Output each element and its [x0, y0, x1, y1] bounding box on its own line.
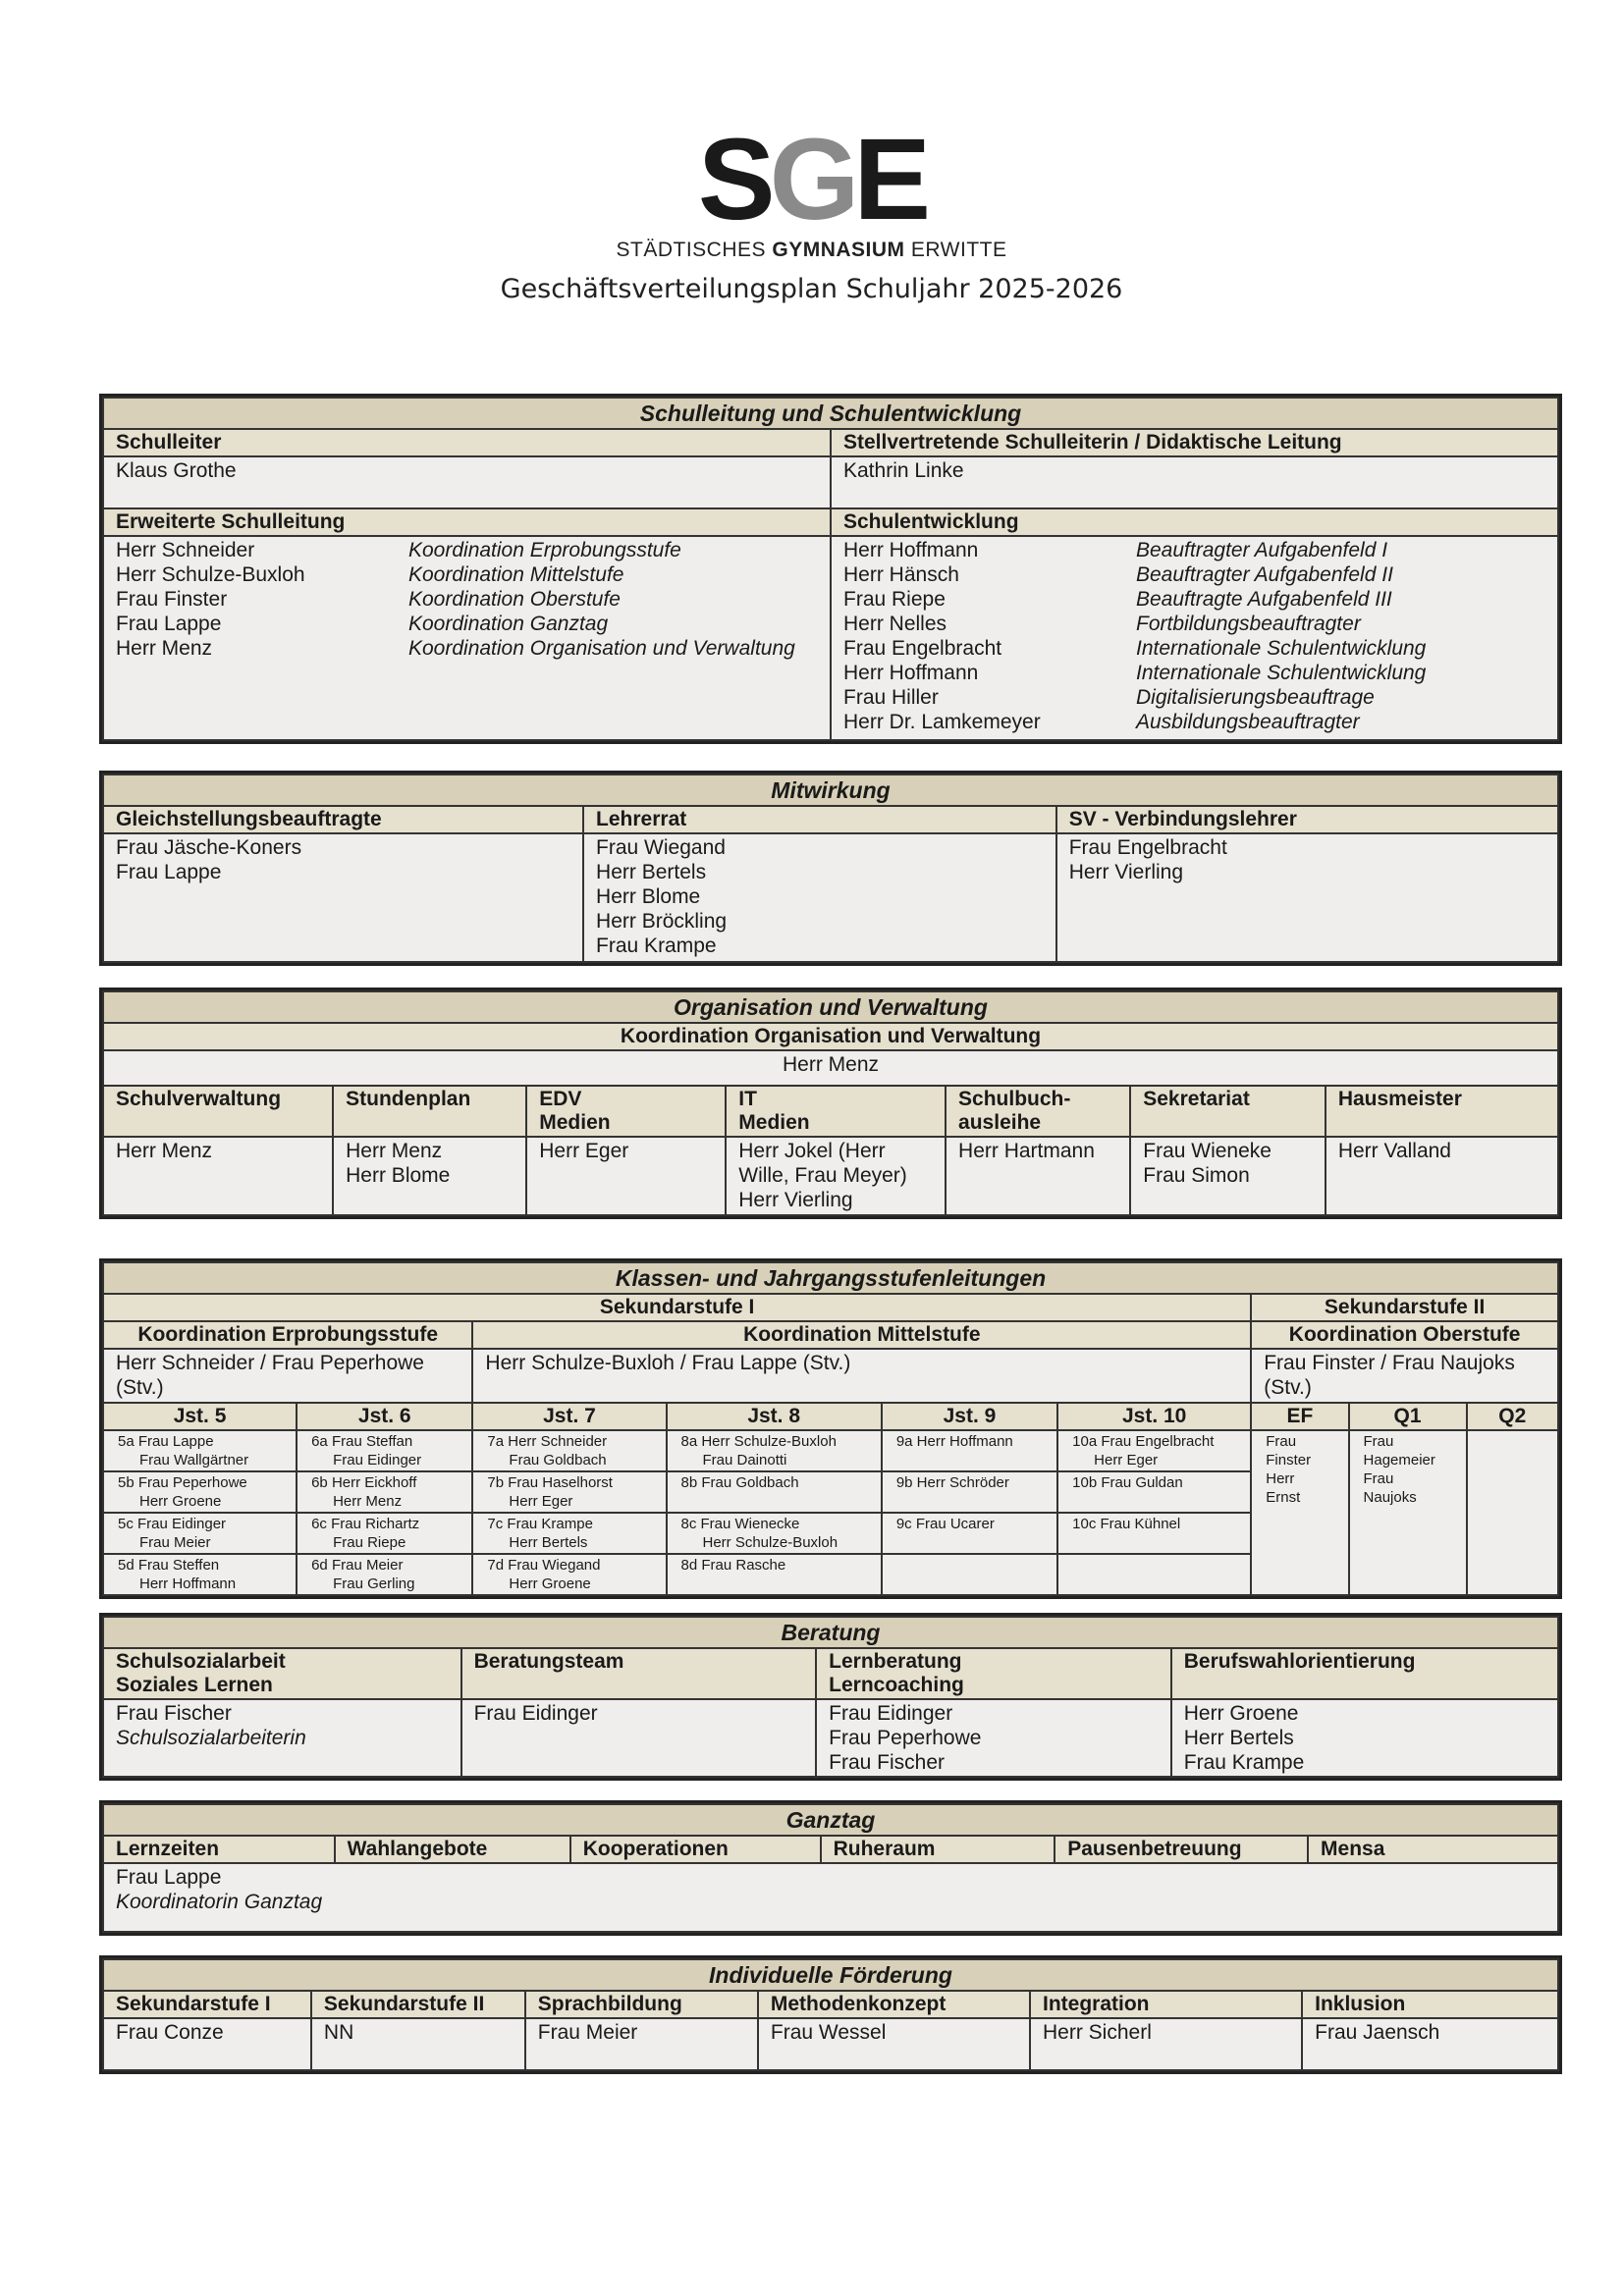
- erweitert-header: Erweiterte Schulleitung: [103, 508, 831, 536]
- sek2-header: Sekundarstufe II: [1251, 1294, 1558, 1321]
- schulleiter-header: Schulleiter: [103, 429, 831, 456]
- class-cell: 10b Frau Guldan: [1057, 1471, 1251, 1513]
- section-title: Organisation und Verwaltung: [103, 991, 1558, 1023]
- school-logo: [0, 115, 1623, 244]
- schulbuch-names: Herr Hartmann: [946, 1137, 1130, 1215]
- schulverwaltung-names: Herr Menz: [103, 1137, 333, 1215]
- ganztag-header: Ruheraum: [821, 1836, 1055, 1863]
- koord-erp-names: Herr Schneider / Frau Peperhowe (Stv.): [103, 1349, 472, 1403]
- ef-names: Frau Finster Herr Ernst: [1251, 1430, 1348, 1595]
- class-cell: 6c Frau Richartz Frau Riepe: [297, 1513, 472, 1554]
- list-item: Frau Lappe Koordination Ganztag: [116, 613, 609, 635]
- ganztag-header: Lernzeiten: [103, 1836, 335, 1863]
- class-cell: [1057, 1554, 1251, 1595]
- section-mitwirkung: [99, 771, 1562, 966]
- section-ganztag: [99, 1800, 1562, 1936]
- class-cell: 8b Frau Goldbach: [667, 1471, 882, 1513]
- beratungsteam-names: Frau Eidinger: [461, 1699, 817, 1777]
- lernberatung-names: Frau Eidinger Frau Peperhowe Frau Fischer: [816, 1699, 1171, 1777]
- section-title: Ganztag: [103, 1804, 1558, 1836]
- section-foerderung: [99, 1955, 1562, 2074]
- class-cell: 9b Herr Schröder: [882, 1471, 1057, 1513]
- lernberatung-header: Lernberatung Lerncoaching: [816, 1648, 1171, 1699]
- jst-header: Jst. 5: [103, 1403, 297, 1430]
- sek1-header: Sekundarstufe I: [103, 1294, 1251, 1321]
- class-cell: 5c Frau Eidinger Frau Meier: [103, 1513, 297, 1554]
- class-cell: 5d Frau Steffen Herr Hoffmann: [103, 1554, 297, 1595]
- jst-header: Jst. 10: [1057, 1403, 1251, 1430]
- section-title: Klassen- und Jahrgangsstufenleitungen: [103, 1262, 1558, 1294]
- class-cell: 6b Herr Eickhoff Herr Menz: [297, 1471, 472, 1513]
- koord-org-header: Koordination Organisation und Verwaltung: [103, 1023, 1558, 1050]
- berufswahl-names: Herr Groene Herr Bertels Frau Krampe: [1171, 1699, 1558, 1777]
- jst-header: Q1: [1349, 1403, 1467, 1430]
- beratungsteam-header: Beratungsteam: [461, 1648, 817, 1699]
- foerderung-name: Herr Sicherl: [1030, 2018, 1302, 2070]
- berufswahl-header: Berufswahlorientierung: [1171, 1648, 1558, 1699]
- col-header-schulverwaltung: Schulverwaltung: [103, 1086, 333, 1137]
- list-item: Herr Hoffmann Internationale Schulentwicklung: [843, 662, 1427, 684]
- class-cell: 7d Frau Wiegand Herr Groene: [472, 1554, 666, 1595]
- section-title: Schulleitung und Schulentwicklung: [103, 398, 1558, 429]
- list-item: Herr Schneider Koordination Erprobungsstufe: [116, 539, 681, 561]
- koord-mit-header: Koordination Mittelstufe: [472, 1321, 1251, 1349]
- col-header-it: IT Medien: [726, 1086, 946, 1137]
- class-cell: 7b Frau Haselhorst Herr Eger: [472, 1471, 666, 1513]
- foerderung-name: Frau Wessel: [758, 2018, 1030, 2070]
- foerderung-name: Frau Jaensch: [1302, 2018, 1558, 2070]
- class-cell: [882, 1554, 1057, 1595]
- col-header-hausmeister: Hausmeister: [1325, 1086, 1558, 1137]
- class-cell: 8c Frau Wienecke Herr Schulze-Buxloh: [667, 1513, 882, 1554]
- foerderung-header: Methodenkonzept: [758, 1991, 1030, 2018]
- foerderung-name: Frau Conze: [103, 2018, 311, 2070]
- list-item: Herr Schulze-Buxloh Koordination Mittelstufe: [116, 563, 624, 586]
- class-cell: 8d Frau Rasche: [667, 1554, 882, 1595]
- foerderung-header: Inklusion: [1302, 1991, 1558, 2018]
- ganztag-coordinator: Frau Lappe Koordinatorin Ganztag: [103, 1863, 1558, 1932]
- list-item: Herr Menz Koordination Organisation und Verwaltung: [116, 637, 795, 660]
- schulsozialarbeit-names: Frau Fischer Schulsozialarbeiterin: [103, 1699, 461, 1777]
- section-title: Beratung: [103, 1617, 1558, 1648]
- list-item: Frau Engelbracht Internationale Schulentwicklung: [843, 637, 1427, 660]
- lehrerrat-header: Lehrerrat: [583, 806, 1056, 833]
- jst-header: Jst. 6: [297, 1403, 472, 1430]
- koord-mit-names: Herr Schulze-Buxloh / Frau Lappe (Stv.): [472, 1349, 1251, 1403]
- foerderung-header: Sekundarstufe II: [311, 1991, 525, 2018]
- hausmeister-names: Herr Valland: [1325, 1137, 1558, 1215]
- jst-header: EF: [1251, 1403, 1348, 1430]
- class-cell: 9a Herr Hoffmann: [882, 1430, 1057, 1471]
- entwicklung-header: Schulentwicklung: [831, 508, 1558, 536]
- foerderung-header: Integration: [1030, 1991, 1302, 2018]
- jst-header: Q2: [1467, 1403, 1558, 1430]
- foerderung-header: Sprachbildung: [525, 1991, 758, 2018]
- koord-ob-header: Koordination Oberstufe: [1251, 1321, 1558, 1349]
- entwicklung-list: [831, 536, 1558, 740]
- gleichstellung-list: Frau Jäsche-Koners Frau Lappe: [103, 833, 583, 962]
- section-title: Mitwirkung: [103, 774, 1558, 806]
- schulleiter-name: Klaus Grothe: [103, 456, 831, 508]
- class-cell: 5b Frau Peperhowe Herr Groene: [103, 1471, 297, 1513]
- list-item: Herr Hänsch Beauftragter Aufgabenfeld II: [843, 563, 1393, 586]
- foerderung-header: Sekundarstufe I: [103, 1991, 311, 2018]
- section-organisation: [99, 988, 1562, 1219]
- class-cell: 10c Frau Kühnel: [1057, 1513, 1251, 1554]
- class-cell: 7a Herr Schneider Frau Goldbach: [472, 1430, 666, 1471]
- col-header-schulbuch: Schulbuch- ausleihe: [946, 1086, 1130, 1137]
- foerderung-name: Frau Meier: [525, 2018, 758, 2070]
- col-header-edv: EDV Medien: [526, 1086, 726, 1137]
- sv-list: Frau Engelbracht Herr Vierling: [1056, 833, 1558, 962]
- stellv-name: Kathrin Linke: [831, 456, 1558, 508]
- class-cell: 6a Frau Steffan Frau Eidinger: [297, 1430, 472, 1471]
- koord-erp-header: Koordination Erprobungsstufe: [103, 1321, 472, 1349]
- schulsozialarbeit-header: Schulsozialarbeit Soziales Lernen: [103, 1648, 461, 1699]
- class-cell: 5a Frau Lappe Frau Wallgärtner: [103, 1430, 297, 1471]
- section-klassen: [99, 1258, 1562, 1599]
- class-cell: 10a Frau Engelbracht Herr Eger: [1057, 1430, 1251, 1471]
- section-title: Individuelle Förderung: [103, 1959, 1558, 1991]
- lehrerrat-list: Frau Wiegand Herr Bertels Herr Blome Herr Bröckling Frau Krampe: [583, 833, 1056, 962]
- q2-names: [1467, 1430, 1558, 1595]
- section-beratung: [99, 1613, 1562, 1781]
- erweitert-list: [103, 536, 831, 740]
- jst-header: Jst. 8: [667, 1403, 882, 1430]
- class-cell: 8a Herr Schulze-Buxloh Frau Dainotti: [667, 1430, 882, 1471]
- col-header-stundenplan: Stundenplan: [333, 1086, 526, 1137]
- school-name: STÄDTISCHES GYMNASIUM ERWITTE: [616, 239, 1007, 261]
- list-item: Frau Finster Koordination Oberstufe: [116, 588, 621, 611]
- section-schulleitung: [99, 394, 1562, 744]
- ganztag-header: Pausenbetreuung: [1055, 1836, 1308, 1863]
- class-cell: 7c Frau Krampe Herr Bertels: [472, 1513, 666, 1554]
- gleichstellung-header: Gleichstellungsbeauftragte: [103, 806, 583, 833]
- class-cell: 9c Frau Ucarer: [882, 1513, 1057, 1554]
- stundenplan-names: Herr Menz Herr Blome: [333, 1137, 526, 1215]
- koord-org-name: Herr Menz: [103, 1050, 1558, 1086]
- list-item: Herr Nelles Fortbildungsbeauftragter: [843, 613, 1361, 635]
- col-header-sekretariat: Sekretariat: [1130, 1086, 1325, 1137]
- list-item: Frau Hiller Digitalisierungsbeauftrage: [843, 686, 1375, 709]
- document-title: Geschäftsverteilungsplan Schuljahr 2025-2026: [500, 274, 1123, 304]
- it-names: Herr Jokel (Herr Wille, Frau Meyer) Herr Vierling: [726, 1137, 946, 1215]
- list-item: Herr Dr. Lamkemeyer Ausbildungsbeauftragter: [843, 711, 1360, 733]
- sekretariat-names: Frau Wieneke Frau Simon: [1130, 1137, 1325, 1215]
- edv-names: Herr Eger: [526, 1137, 726, 1215]
- ganztag-header: Mensa: [1308, 1836, 1558, 1863]
- koord-ob-names: Frau Finster / Frau Naujoks (Stv.): [1251, 1349, 1558, 1403]
- foerderung-name: NN: [311, 2018, 525, 2070]
- class-cell: 6d Frau Meier Frau Gerling: [297, 1554, 472, 1595]
- sv-header: SV - Verbindungslehrer: [1056, 806, 1558, 833]
- q1-names: Frau Hagemeier Frau Naujoks: [1349, 1430, 1467, 1595]
- ganztag-header: Kooperationen: [570, 1836, 821, 1863]
- jst-header: Jst. 9: [882, 1403, 1057, 1430]
- ganztag-header: Wahlangebote: [335, 1836, 570, 1863]
- sge-logo-mark: SGE: [697, 115, 926, 244]
- stellv-header: Stellvertretende Schulleiterin / Didaktische Leitung: [831, 429, 1558, 456]
- list-item: Frau Riepe Beauftragte Aufgabenfeld III: [843, 588, 1392, 611]
- list-item: Herr Hoffmann Beauftragter Aufgabenfeld I: [843, 539, 1388, 561]
- jst-header: Jst. 7: [472, 1403, 666, 1430]
